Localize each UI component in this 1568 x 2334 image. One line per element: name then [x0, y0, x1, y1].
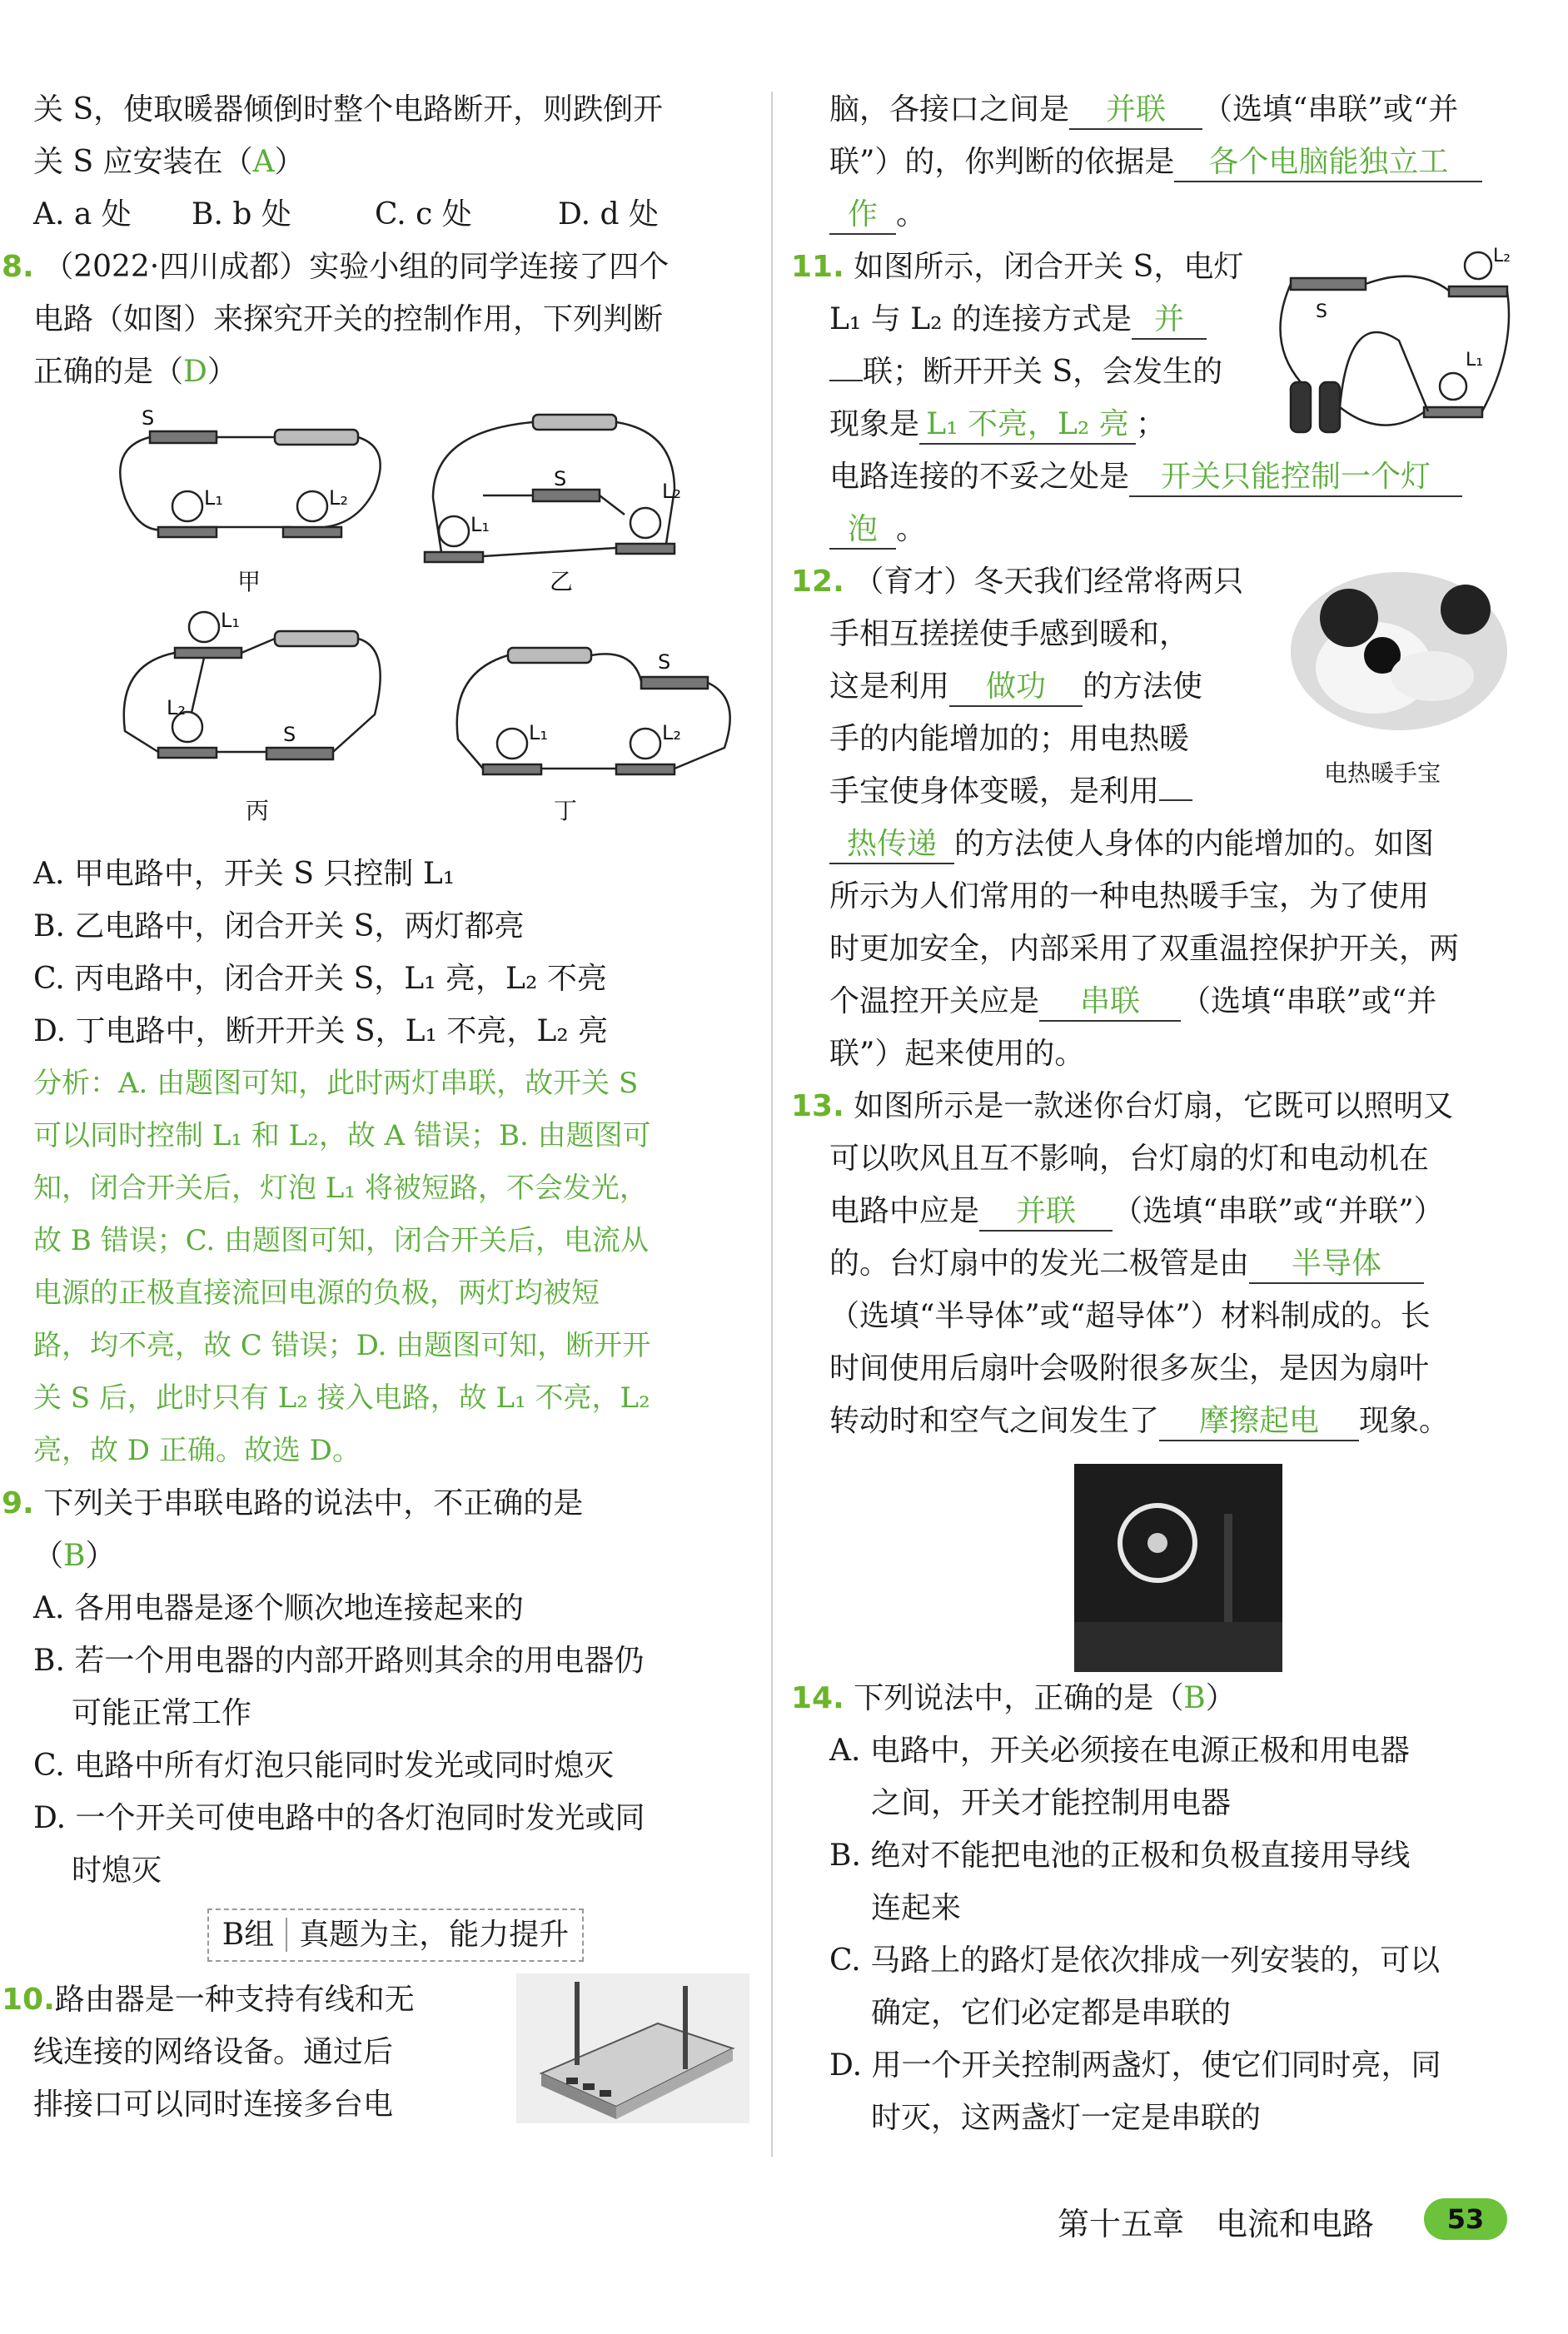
fig-bing-l2: L₂ — [167, 696, 186, 719]
q10-line2: 线连接的网络设备。通过后 — [33, 2035, 394, 2069]
q10-line1: 10.路由器是一种支持有线和无 — [2, 1983, 415, 2017]
q10-cont-line2: 联”）的，你判断的依据是 各个电脑能独立工 — [791, 136, 1520, 188]
q9-number: 9. — [2, 1486, 34, 1520]
fig-ding-label: 丁 — [554, 797, 578, 824]
fig-jia-label: 甲 — [237, 568, 261, 595]
q14-option-d: D. 用一个开关控制两盏灯，使它们同时亮，同 — [829, 2048, 1441, 2083]
q9-answer: B — [63, 1539, 86, 1573]
q14-option-b-cont: 连起来 — [871, 1891, 962, 1925]
q12-block — [791, 555, 1520, 1080]
q11-fig-s: S — [1316, 301, 1327, 322]
q12-line10: 联”）起来使用的。 — [829, 1037, 1085, 1071]
q13-line5: （选填“半导体”或“超导体”）材料制成的。长 — [829, 1299, 1431, 1333]
q13-blank-1: 并联 — [979, 1193, 1113, 1232]
q9-option-b: B. 若一个用电器的内部开路则其余的用电器仍 — [33, 1644, 645, 1678]
q8-option-d: D. 丁电路中，断开开关 S，L₁ 不亮，L₂ 亮 — [33, 1014, 609, 1048]
q11-line3: 联；断开开关 S，会发生的 — [791, 346, 1520, 398]
q12-line9: 个温控开关应是 串联 （选填“串联”或“并 — [791, 975, 1520, 1028]
q14-option-a: A. 电路中，开关必须接在电源正极和用电器 — [829, 1734, 1410, 1768]
q8-circuit-figures — [33, 398, 758, 848]
fig-ding-l1: L₁ — [529, 721, 548, 744]
q14-line1: 14. 下列说法中，正确的是（B） — [791, 1681, 1236, 1715]
hand-warmer-caption: 电热暖手宝 — [1324, 759, 1441, 787]
q13-number: 13. — [791, 1089, 844, 1123]
q11-line2: L₁ 与 L₂ 的连接方式是 并 — [791, 293, 1520, 346]
q9-option-d: D. 一个开关可使电路中的各灯泡同时发光或同 — [33, 1801, 645, 1835]
q8-option-c: C. 丙电路中，闭合开关 S，L₁ 亮，L₂ 不亮 — [33, 962, 607, 996]
q8-option-a: A. 甲电路中，开关 S 只控制 L₁ — [33, 857, 455, 891]
router-image — [516, 1973, 749, 2123]
q11-blank-1: 并 — [1132, 301, 1207, 340]
q10-blank-2b: 作 — [829, 197, 896, 235]
q11-line1: 11. 如图所示，闭合开关 S，电灯 — [791, 250, 1244, 284]
right-column — [791, 83, 1520, 2144]
q8-answer: D — [183, 355, 207, 389]
q14-option-c-cont: 确定，它们必定都是串联的 — [871, 1996, 1232, 2030]
fig-bing-l1: L₁ — [221, 609, 240, 632]
q13-blank-2: 半导体 — [1249, 1246, 1424, 1284]
q8-analysis: 分析：A. 由题图可知，此时两灯串联，故开关 S 可以同时控制 L₁ 和 L₂，故 A 错误；B. 由题图可 知，闭合开关后，灯泡 L₁ 将被短路，不会发光， 故 B 错误；C. 由题图可知，闭合开关后，电流从 电源的正极直接流回电源的负极，两灯均被短 路，均不亮，故 C 错误；D. 由题图可知，断开开 关 S 后，此时只有 L₂ 接入电路，故 L₁ 不亮，L₂ 亮，故 D 正确。故选 D。 — [33, 1067, 651, 1467]
q13-line1: 13. 如图所示是一款迷你台灯扇，它既可以照明又 — [791, 1089, 1454, 1123]
fig-yi-s: S — [554, 467, 567, 490]
q12-line4: 手的内能增加的；用电热暖 — [829, 722, 1190, 756]
q11-fig-l1: L₁ — [1466, 350, 1484, 371]
q11-fig-l2: L₂ — [1493, 246, 1511, 266]
q14-option-d-cont: 时灭，这两盏灯一定是串联的 — [871, 2101, 1262, 2135]
lamp-fan-image — [1074, 1464, 1282, 1672]
q10-blank-1: 并联 — [1069, 92, 1202, 130]
q10-blank-2: 各个电脑能独立工 — [1174, 144, 1482, 182]
q13-line7: 转动时和空气之间发生了 摩擦起电 现象。 — [791, 1395, 1520, 1447]
q14-answer: B — [1183, 1681, 1206, 1715]
q11-block — [791, 241, 1520, 555]
q10-number: 10. — [2, 1983, 55, 2017]
q14-option-c: C. 马路上的路灯是依次排成一列安装的，可以 — [829, 1943, 1441, 1978]
group-header — [33, 1909, 758, 1962]
q13-line6: 时间使用后扇叶会吸附很多灰尘，是因为扇叶 — [829, 1351, 1430, 1386]
q7-line2: 关 S 应安装在（A） — [33, 145, 305, 179]
lamp-fan-figure — [791, 1447, 1520, 1672]
q13-line2: 可以吹风且互不影响，台灯扇的灯和电动机在 — [829, 1142, 1430, 1176]
q12-line2: 手相互搓搓使手感到暖和， — [829, 617, 1190, 651]
q9-option-d-cont: 时熄灭 — [72, 1854, 162, 1888]
q12-line6: 热传递 的方法使人身体的内能增加的。如图 — [791, 818, 1520, 870]
fig-ding-l2: L₂ — [662, 721, 681, 744]
q7-answer: A — [252, 145, 275, 179]
q9-option-a: A. 各用电器是逐个顺次地连接起来的 — [33, 1591, 524, 1625]
q10-cont-line1: 脑，各接口之间是 并联 （选填“串联”或“并 — [791, 83, 1520, 136]
column-divider — [771, 92, 773, 2157]
q12-line1: 12. （育才）冬天我们经常将两只 — [791, 565, 1244, 599]
q14-number: 14. — [791, 1681, 844, 1715]
q12-line5: 手宝使身体变暖，是利用 — [791, 765, 1520, 818]
q12-blank-2: 热传递 — [829, 826, 954, 864]
q7-line1: 关 S，使取暖器倾倒时整个电路断开，则跌倒开 — [33, 92, 664, 127]
q12-line7: 所示为人们常用的一种电热暖手宝，为了使用 — [829, 879, 1430, 913]
q8-line3: 正确的是（D） — [33, 355, 237, 389]
hand-warmer-image — [1274, 551, 1516, 751]
q11-number: 11. — [791, 250, 844, 284]
fig-jia-s: S — [142, 406, 155, 430]
fig-bing-s: S — [283, 723, 296, 746]
group-title: 真题为主，能力提升 — [299, 1918, 570, 1952]
fig-yi-l1: L₁ — [470, 513, 490, 536]
q10-block — [2, 1973, 758, 2131]
chapter-footer: 第十五章 电流和电路 — [1058, 2206, 1375, 2242]
q7-options: A. a 处 B. b 处 C. c 处 D. d 处 — [33, 197, 659, 231]
q13-line4: 的。台灯扇中的发光二极管是由 半导体 — [791, 1237, 1520, 1290]
q8-option-b: B. 乙电路中，闭合开关 S，两灯都亮 — [33, 909, 525, 943]
q11-line6: 泡 。 — [791, 503, 1520, 555]
q11-blank-3: 开关只能控制一个灯 — [1129, 459, 1462, 497]
q12-line3: 这是利用 做功 的方法使 — [791, 660, 1520, 713]
page-number: 53 — [1424, 2198, 1507, 2240]
q9-option-b-cont: 可能正常工作 — [72, 1696, 252, 1730]
fig-yi-l2: L₂ — [662, 480, 681, 503]
q12-line8: 时更加安全，内部采用了双重温控保护开关，两 — [829, 932, 1460, 966]
q12-blank-1: 做功 — [949, 669, 1083, 707]
fig-bing-label: 丙 — [246, 797, 270, 824]
q11-blank-3b: 泡 — [829, 511, 896, 550]
q9-line1: 9. 下列关于串联电路的说法中，不正确的是 — [2, 1486, 584, 1520]
left-column — [2, 83, 758, 2131]
q14-option-a-cont: 之间，开关才能控制用电器 — [871, 1786, 1232, 1820]
fig-jia-l1: L₁ — [204, 486, 223, 510]
q11-line4: 现象是 L₁ 不亮，L₂ 亮 ； — [791, 398, 1520, 450]
q12-blank-3: 串联 — [1039, 983, 1181, 1022]
q9-option-c: C. 电路中所有灯泡只能同时发光或同时熄灭 — [33, 1749, 615, 1783]
q13-line3: 电路中应是 并联 （选填“串联”或“并联”） — [791, 1185, 1520, 1237]
circuit-diagrams-svg — [33, 398, 749, 848]
q8-line2: 电路（如图）来探究开关的控制作用，下列判断 — [33, 302, 664, 336]
q8-line1: 8. （2022·四川成都）实验小组的同学连接了四个 — [2, 250, 670, 284]
q10-line3: 排接口可以同时连接多台电 — [33, 2088, 394, 2122]
q11-blank-2: L₁ 不亮，L₂ 亮 — [919, 406, 1136, 445]
fig-yi-label: 乙 — [550, 568, 574, 595]
fig-ding-s: S — [658, 650, 671, 674]
q9-line2: （B） — [33, 1539, 116, 1573]
q13-blank-3: 摩擦起电 — [1159, 1403, 1359, 1441]
q11-line5: 电路连接的不妥之处是 开关只能控制一个灯 — [791, 450, 1520, 503]
q11-circuit-figure — [1257, 241, 1516, 449]
fig-jia-l2: L₂ — [329, 486, 348, 510]
q12-number: 12. — [791, 565, 844, 599]
group-tag: B组 — [222, 1918, 287, 1952]
q10-cont-line3: 作 。 — [791, 188, 1520, 241]
q8-number: 8. — [2, 250, 34, 284]
q14-option-b: B. 绝对不能把电池的正极和负极直接用导线 — [829, 1839, 1411, 1873]
